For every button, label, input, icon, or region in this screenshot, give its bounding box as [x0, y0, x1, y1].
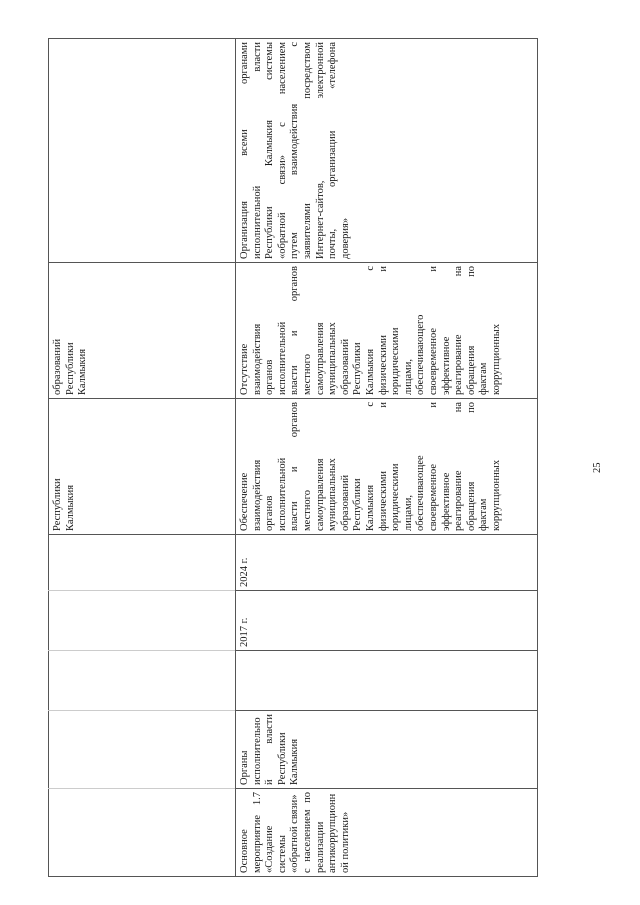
text-line: обращения по — [465, 402, 477, 531]
text-line: самоуправления — [314, 322, 326, 395]
text-line: местного — [301, 354, 313, 395]
text-line: Организация всеми органами — [239, 42, 250, 259]
text-line: фактам — [478, 362, 490, 395]
text-line: исполнительной — [276, 321, 288, 395]
text-line: местного — [301, 490, 313, 531]
text-line: почты, организации «телефона — [327, 42, 339, 259]
text-line: образований — [339, 474, 351, 531]
text-line: «обратной связи» — [289, 794, 301, 873]
cell-r1-c4 — [49, 591, 236, 651]
text-line: муниципальных — [327, 322, 339, 395]
cell-activity-description — [236, 39, 538, 263]
text-line: системы — [276, 835, 288, 873]
text-line: самоуправления — [314, 458, 326, 531]
text-line: взаимодействия — [251, 459, 263, 531]
cell-expected-result — [236, 399, 538, 535]
text-line: образований — [52, 338, 63, 395]
text-line: власти и органов — [289, 402, 301, 531]
text-line: юридическими — [390, 463, 402, 531]
text-line: обращения по — [465, 266, 477, 395]
text-line: своевременное и — [427, 266, 439, 395]
text-line: коррупционных — [490, 459, 502, 531]
text-line: Республики Калмыкия системы — [264, 42, 276, 259]
text-line: реализации — [314, 821, 326, 873]
cell-end-year — [236, 535, 538, 591]
text-line: Республики — [276, 732, 288, 785]
text-line: Основное — [239, 829, 250, 873]
text-line: лицами, — [402, 494, 414, 531]
text-line: реагирование на — [453, 266, 465, 395]
text-line: юридическими — [390, 327, 402, 395]
cell-r1-c2 — [49, 711, 236, 789]
text-line: Отсутствие — [239, 343, 250, 395]
text-line: 2024 г. — [239, 557, 250, 587]
cell-measure-title — [236, 789, 538, 877]
text-line: мероприятие 1.7 — [251, 792, 263, 873]
text-line: заявителями посредством — [301, 42, 313, 259]
text-line: путем взаимодействия с — [289, 42, 301, 259]
text-line: доверия» — [339, 217, 351, 259]
text-line: физическими и — [377, 402, 389, 531]
text-line: «Создание — [264, 825, 276, 873]
text-line: антикоррупционн — [327, 793, 339, 873]
text-line: органов — [264, 495, 276, 531]
text-line: коррупционных — [490, 323, 502, 395]
text-line: лицами, — [402, 358, 414, 395]
text-line: Республики — [352, 478, 364, 531]
text-line: органов — [264, 359, 276, 395]
text-line: муниципальных — [327, 458, 339, 531]
text-line: Калмыкия с — [364, 266, 376, 395]
text-line: образований — [339, 338, 351, 395]
cell-consequence — [236, 263, 538, 399]
cell-empty — [236, 651, 538, 711]
cell-r1-c1 — [49, 789, 236, 877]
text-line: Республики — [52, 478, 63, 531]
cell-r1-executor-tail — [49, 399, 236, 535]
cell-r1-c8 — [49, 39, 236, 263]
text-line: Республики — [352, 342, 364, 395]
text-line: физическими и — [377, 266, 389, 395]
table-row-continuation — [49, 39, 236, 877]
cell-r1-consequence-tail — [49, 263, 236, 399]
cell-r1-c3 — [49, 651, 236, 711]
cell-responsible — [236, 711, 538, 789]
text-line: Органы — [239, 750, 250, 785]
text-line: эффективное — [440, 472, 452, 531]
text-line: обеспечивающее — [415, 455, 427, 531]
text-line: Калмыкия — [77, 348, 89, 395]
text-line: исполнительной власти — [251, 42, 263, 259]
text-line: Обеспечение — [239, 472, 250, 531]
text-line: эффективное — [440, 336, 452, 395]
text-line: Интернет-сайтов, электронной — [314, 42, 326, 259]
table-row-measure-1-7 — [236, 39, 538, 877]
text-line: Калмыкия с — [364, 402, 376, 531]
text-line: й власти — [264, 714, 276, 785]
text-line: «обратной связи» с населением — [276, 42, 288, 259]
text-line: исполнительно — [251, 717, 263, 785]
text-line: реагирование на — [453, 402, 465, 531]
text-line: Калмыкия — [289, 738, 301, 785]
text-line: 2017 г. — [239, 617, 250, 647]
text-line: Республики — [64, 342, 76, 395]
text-line: Калмыкия — [64, 484, 76, 531]
text-line: фактам — [478, 498, 490, 531]
measures-table — [48, 38, 538, 877]
text-line: с населением по — [301, 792, 313, 873]
cell-r1-c5 — [49, 535, 236, 591]
text-line: ой политики» — [339, 811, 351, 873]
page-number: 25 — [592, 462, 603, 473]
text-line: обеспечивающего — [415, 314, 427, 395]
text-line: взаимодействия — [251, 323, 263, 395]
cell-start-year — [236, 591, 538, 651]
text-line: своевременное и — [427, 402, 439, 531]
text-line: власти и органов — [289, 266, 301, 395]
text-line: исполнительной — [276, 457, 288, 531]
